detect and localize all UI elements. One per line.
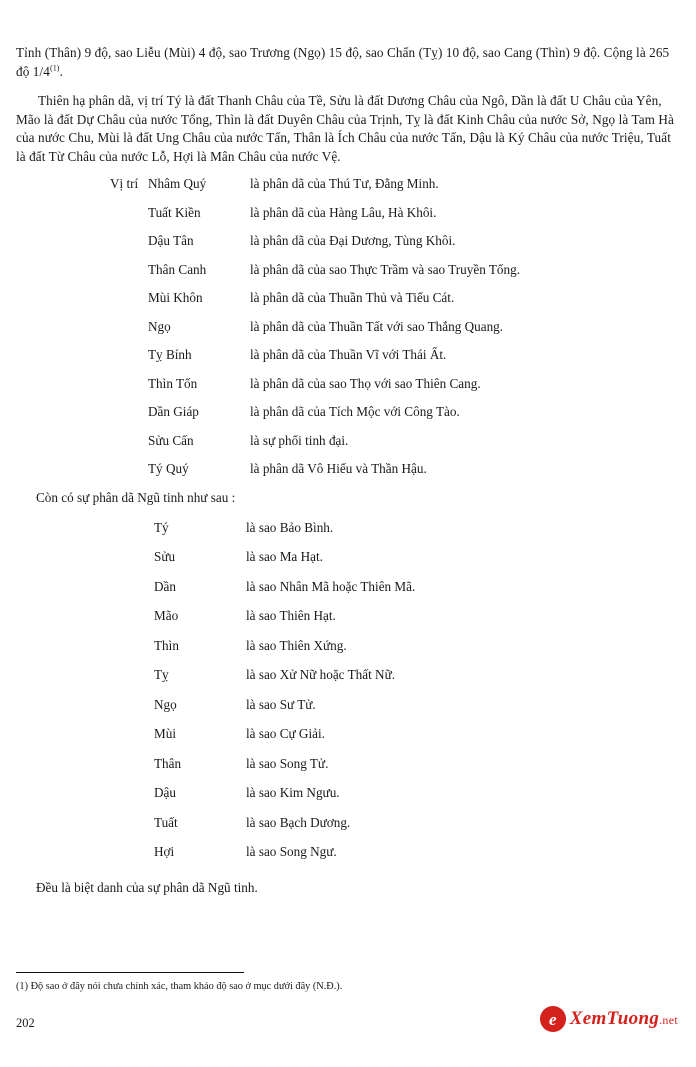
list-item-key: Mùi Khôn [148, 290, 203, 305]
list-item-value: là phân dã của sao Thọ với sao Thiên Cang. [250, 375, 481, 391]
list-item [110, 204, 680, 222]
list-item-key: Tuất Kiền [148, 204, 201, 220]
list-item [154, 725, 680, 743]
list-item [154, 578, 680, 596]
list-item [154, 843, 680, 861]
list-item-value: là sao Song Tử. [246, 755, 329, 771]
paragraph-1-text: Tỉnh (Thân) 9 độ, sao Liễu (Mùi) 4 độ, sao Trương (Ngọ) 15 độ, sao Chẩn (Tỵ) 10 độ, sao Cang (Thìn) 9 độ. Cộng là 265 độ 1/4 [16, 45, 670, 79]
list-item-key: Thân Canh [148, 261, 207, 277]
list-item [110, 289, 680, 307]
list-item [154, 607, 680, 625]
footnote-text: (1) Độ sao ở đây nói chưa chính xác, tham khảo độ sao ở mục dưới đây (N.Đ.). [16, 981, 343, 992]
list-item-value: là sao Nhân Mã hoặc Thiên Mã. [246, 578, 416, 594]
page-content [16, 44, 680, 897]
list-item [154, 637, 680, 655]
footnote-marker: (1) [49, 63, 60, 73]
list-item [110, 232, 680, 250]
list-item [110, 432, 680, 450]
list-item-value: là phân dã của Thuần Tất với sao Thắng Quang. [250, 318, 504, 334]
list-item [154, 696, 680, 714]
list-item-key: Thân [154, 755, 182, 771]
watermark-badge-icon: e [540, 1006, 566, 1032]
list-item-key: Tỵ [154, 667, 169, 682]
list-item-key: Ngọ [148, 318, 171, 334]
list-item [110, 375, 680, 393]
list-item-value: là sao Thiên Xứng. [246, 637, 347, 653]
list-item-value: là sự phối tinh đại. [250, 432, 349, 448]
list-item-value: là phân dã Vô Hiếu và Thần Hậu. [250, 461, 427, 476]
list-item [110, 403, 680, 421]
list-item-prefix: Vị trí [110, 176, 139, 191]
list-item-key: Tỵ Bính [148, 347, 192, 362]
list-item-key: Tuất [154, 814, 178, 830]
list-item-value: là phân dã của Đại Dương, Tùng Khôi. [250, 233, 456, 248]
list-item [154, 519, 680, 537]
list-item-value: là phân dã của Thú Tư, Đằng Minh. [250, 176, 439, 191]
list-item-value: là phân dã của Tích Mộc với Công Tào. [250, 404, 460, 419]
watermark-text [570, 1008, 678, 1030]
list-item-key: Ngọ [154, 696, 177, 712]
list-item-value: là sao Song Ngư. [246, 844, 337, 859]
list-item-key: Dậu [154, 785, 176, 800]
list-item-value: là sao Bạch Dương. [246, 814, 351, 830]
list-item-value: là phân dã của Hàng Lâu, Hà Khôi. [250, 204, 437, 220]
list-item-key: Sửu Cấn [148, 432, 194, 448]
watermark-suffix: .net [659, 1013, 678, 1027]
list-item [154, 784, 680, 802]
list-item [110, 175, 680, 193]
ngu-tinh-list [154, 519, 680, 862]
list-item [110, 460, 680, 478]
list-item-key: Hợi [154, 844, 175, 859]
watermark-name: XemTuong [569, 1008, 660, 1029]
list-item-key: Thìn Tốn [148, 375, 198, 391]
list-item-key: Tý Quý [148, 461, 189, 476]
list-item-value: là sao Thiên Hạt. [246, 608, 336, 623]
list-item-key: Dần [154, 578, 176, 594]
watermark-logo [540, 1006, 678, 1032]
list-item [154, 755, 680, 773]
list-item-key: Dần Giáp [148, 404, 199, 419]
list-item-value: là phân dã của sao Thực Trầm và sao Truyền Tống. [250, 261, 521, 277]
list-item-value: là phân dã của Thuần Vĩ với Thái Ất. [250, 347, 447, 362]
ngu-tinh-intro: Còn có sự phân dã Ngũ tinh như sau : [36, 489, 236, 505]
list-item-value: là sao Kim Ngưu. [246, 785, 340, 800]
paragraph-1-tail: . [59, 63, 63, 79]
list-item-key: Dậu Tân [148, 233, 194, 248]
list-item-value: là sao Cự Giải. [246, 726, 325, 741]
list-item-value: là sao Ma Hạt. [246, 549, 323, 564]
list-item-key: Sửu [154, 549, 176, 564]
list-item [110, 318, 680, 336]
paragraph-2: Thiên hạ phân dã, vị trí Tý là đất Thanh Châu của Tề, Sửu là đất Dương Châu của Ngô, Dần là đất U Châu của Yên, Mão là đất Dự Châu của nước Tống, Thìn là đất Duyên Châu của Trịnh, Tỵ là đất Kinh Châu của nước Sở, Ngọ là Tam Hà của nước Chu, Mùi là đất Ung Châu của nước Tấn, Thân là Ích Châu của nước Tấn, Dậu là Ký Châu của nước Triệu, Tuất là đất Từ Châu của nước Lỗ, Hợi là Mân Châu của nước Vệ. [16, 93, 675, 164]
list-item-value: là sao Sư Tử. [246, 696, 316, 712]
list-item [110, 261, 680, 279]
closing-line: Đều là biệt danh của sự phân dã Ngũ tinh. [36, 880, 258, 895]
footnote-divider [16, 972, 244, 973]
list-item-key: Tý [154, 519, 169, 535]
list-item-key: Nhâm Quý [148, 176, 207, 191]
paragraph-1 [16, 44, 680, 81]
list-item-value: là sao Bảo Bình. [246, 519, 334, 535]
phan-da-list [110, 175, 680, 478]
list-item-key: Thìn [154, 637, 179, 653]
list-item [154, 666, 680, 684]
page-number: 202 [16, 1016, 35, 1030]
list-item-value: là sao Xử Nữ hoặc Thất Nữ. [246, 667, 396, 682]
list-item [154, 814, 680, 832]
list-item-key: Mão [154, 608, 179, 623]
list-item [154, 548, 680, 566]
list-item [110, 346, 680, 364]
list-item-key: Mùi [154, 726, 176, 741]
list-item-value: là phân dã của Thuần Thủ và Tiểu Cát. [250, 290, 455, 305]
